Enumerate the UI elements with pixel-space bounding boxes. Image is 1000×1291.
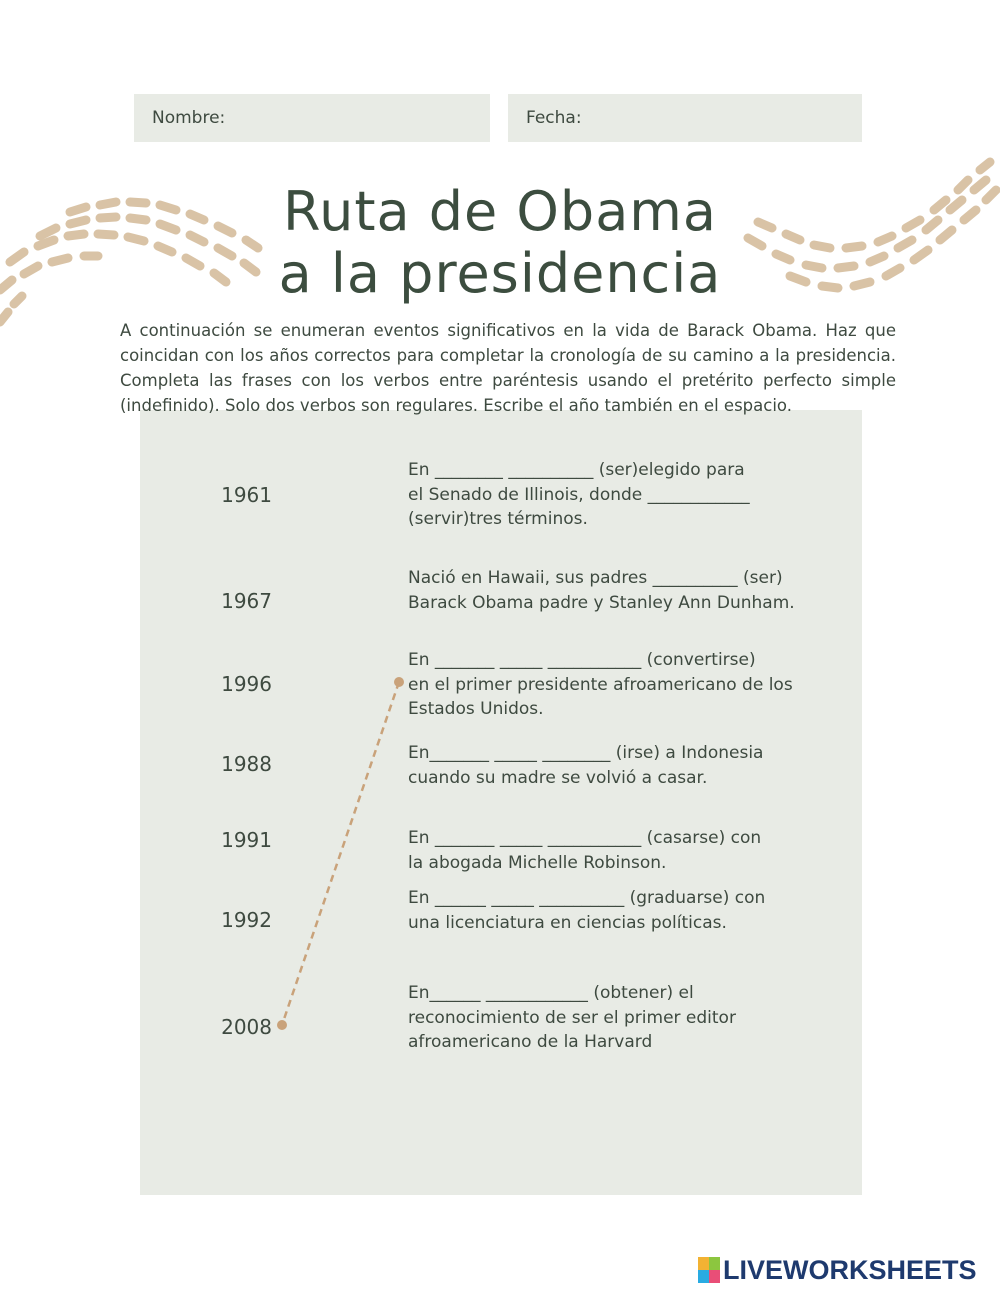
liveworksheets-logo-icon [698,1257,720,1283]
event-item[interactable]: En ________ __________ (ser)elegido para el Senado de Illinois, donde ____________ (servir)tres términos. [408,460,750,529]
year-item[interactable]: 1988 [221,752,272,776]
event-item[interactable]: En______ ____________ (obtener) el reconocimiento de ser el primer editor afroamericano de la Harvard [408,983,736,1052]
year-item[interactable]: 1996 [221,672,272,696]
year-item[interactable]: 1961 [221,483,272,507]
year-item[interactable]: 1991 [221,828,272,852]
event-item[interactable]: En _______ _____ ___________ (convertirse) en el primer presidente afroamericano de los Estados Unidos. [408,650,793,719]
year-item[interactable]: 2008 [221,1015,272,1039]
logo-text: LIVEWORKSHEETS [723,1254,977,1285]
event-item[interactable]: Nació en Hawaii, sus padres __________ (ser) Barack Obama padre y Stanley Ann Dunham. [408,568,795,613]
match-dot-year [277,1020,287,1030]
page-title-line1: Ruta de Obama [283,180,717,243]
year-item[interactable]: 1992 [221,908,272,932]
page-title-line2: a la presidencia [278,242,722,305]
match-dot-event [394,677,404,687]
event-item[interactable]: En ______ _____ __________ (graduarse) con una licenciatura en ciencias políticas. [408,888,766,933]
fecha-label: Fecha: [526,108,582,128]
liveworksheets-logo [698,1255,977,1285]
event-item[interactable]: En_______ _____ ________ (irse) a Indonesia cuando su madre se volvió a casar. [408,743,764,788]
event-item[interactable]: En _______ _____ ___________ (casarse) con la abogada Michelle Robinson. [408,828,762,873]
nombre-label: Nombre: [152,108,226,128]
instructions-text: A continuación se enumeran eventos significativos en la vida de Barack Obama. Haz que coincidan con los años correctos para completar la cronología de su camino a la presidencia. Completa las frases con los verbos entre paréntesis usando el pretérito perfecto simple (indefinido). Solo dos verbos son regulares. Escribe el año también en el espacio. [120,321,896,415]
year-item[interactable]: 1967 [221,589,272,613]
